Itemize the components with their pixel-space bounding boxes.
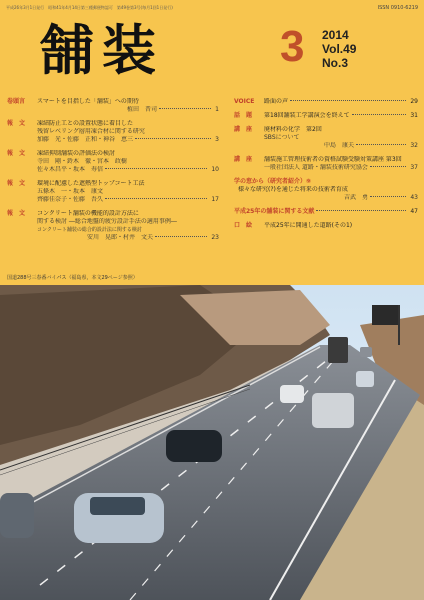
issn: ISSN 0910-6219 <box>377 5 418 11</box>
entry-category: 報 文 <box>7 150 26 157</box>
entry-page: 31 <box>410 112 418 119</box>
entry-subtitle: SBSについて <box>264 134 300 141</box>
entry-title: 舗装施工管理技術者の資格試験受験対策講座 第3回 <box>264 156 402 163</box>
entry-subtitle: 一般社団法人 道路・舗装技術研究協会 <box>264 164 368 171</box>
entry-page: 17 <box>211 196 219 203</box>
entry-page: 37 <box>410 164 418 171</box>
toc-entry[interactable] <box>234 112 418 120</box>
entry-page: 10 <box>211 166 219 173</box>
toc-entry[interactable] <box>7 98 219 114</box>
entry-page: 47 <box>410 208 418 215</box>
entry-author: 中島 康夫 <box>324 142 355 149</box>
entry-category: 話 題 <box>234 112 253 119</box>
toc-entry[interactable] <box>234 156 418 172</box>
entry-subtitle-2: コンクリート舗装の総合的設計法に関する検討 <box>37 227 142 233</box>
magazine-title: 舗装 <box>40 18 164 82</box>
entry-page: 43 <box>410 194 418 201</box>
issue-number: 3 <box>280 22 305 71</box>
entry-page: 3 <box>215 136 219 143</box>
volume: Vol.49 <box>322 42 357 56</box>
cover-photo-caption: 国道288号三春番バイパス（福島県，本文29ページ参照） <box>7 275 138 281</box>
entry-author: 吉武 勇 <box>344 194 369 201</box>
entry-category: VOICE <box>234 98 255 105</box>
entry-title: コンクリート舗装の機能的設計方法に <box>37 210 139 217</box>
entry-category: 卷頭言 <box>7 98 26 105</box>
entry-title: 第18回舗装工学講演会を終えて <box>264 112 350 119</box>
entry-page: 1 <box>215 106 219 113</box>
toc-entry[interactable] <box>7 150 219 174</box>
entry-title: 凍結防止工との設置状態に着目した <box>37 120 134 127</box>
year: 2014 <box>322 28 349 42</box>
entry-corner: 学の窓から（研究者紹介）⑨ <box>234 178 312 185</box>
toc-entry[interactable] <box>234 178 418 202</box>
toc-entry[interactable] <box>7 210 219 242</box>
entry-author: 五條木 一・坂本 康文 <box>37 188 104 195</box>
year-volume-number <box>322 28 356 70</box>
toc-entry[interactable] <box>234 208 418 216</box>
entry-author: 加藤 光・佐藤 正和・神谷 恵三 <box>37 136 134 143</box>
entry-author: 安川 晃郎・村井 文夫 <box>87 234 154 241</box>
entry-title: 路面の声 <box>264 98 289 105</box>
entry-author-2: 佐々木昌平・坂本 寿信 <box>37 166 104 173</box>
entry-category: 講 座 <box>234 156 253 163</box>
toc-entry[interactable] <box>7 120 219 144</box>
toc-entry[interactable] <box>234 98 418 106</box>
entry-title: 様々な研究(?)を通じた将来の技術者育成 <box>238 186 348 193</box>
table-of-contents-right <box>234 98 418 236</box>
cover-photo-highway <box>0 285 424 600</box>
entry-page: 32 <box>410 142 418 149</box>
toc-entry[interactable] <box>7 180 219 204</box>
entry-author: 寺田 剛・鈴木 徹・宮本 政樹 <box>37 158 128 165</box>
toc-entry[interactable] <box>234 126 418 150</box>
entry-subtitle: 残留レベリング層用凍合材に関する研究 <box>37 128 145 135</box>
entry-category: 講 座 <box>234 126 253 133</box>
entry-corner: 平成25年の舗装に関する文献 <box>234 208 315 215</box>
entry-title: 廃材料の化学 第2回 <box>264 126 322 133</box>
toc-entry[interactable] <box>234 222 418 230</box>
entry-title: 環境に配慮した遮熱型トップコート工法 <box>37 180 145 187</box>
entry-author: 植田 晋司 <box>127 106 158 113</box>
publication-info: 平成26年3月1日発行 昭和41年4月14日第三種郵便物認可 第49巻第3号(毎月1回1日発行) <box>6 5 173 10</box>
entry-category: 報 文 <box>7 180 26 187</box>
entry-title: スマートを目指した「舗装」への期待 <box>37 98 139 105</box>
entry-page: 29 <box>410 98 418 105</box>
entry-title: 平成25年に開通した道路(その1) <box>264 222 353 229</box>
entry-category: 報 文 <box>7 120 26 127</box>
entry-category: 報 文 <box>7 210 26 217</box>
entry-page: 23 <box>211 234 219 241</box>
entry-category: 口 絵 <box>234 222 253 229</box>
entry-subtitle: 関する検討 ―総合地盤的疲労設計手法の適用事例― <box>37 218 177 225</box>
entry-author-2: 齊藤佳奈子・佐藤 吾久 <box>37 196 104 203</box>
entry-title: 凍結抑制舗装の評価法の検討 <box>37 150 116 157</box>
number: No.3 <box>322 56 349 70</box>
table-of-contents-left <box>7 98 219 248</box>
